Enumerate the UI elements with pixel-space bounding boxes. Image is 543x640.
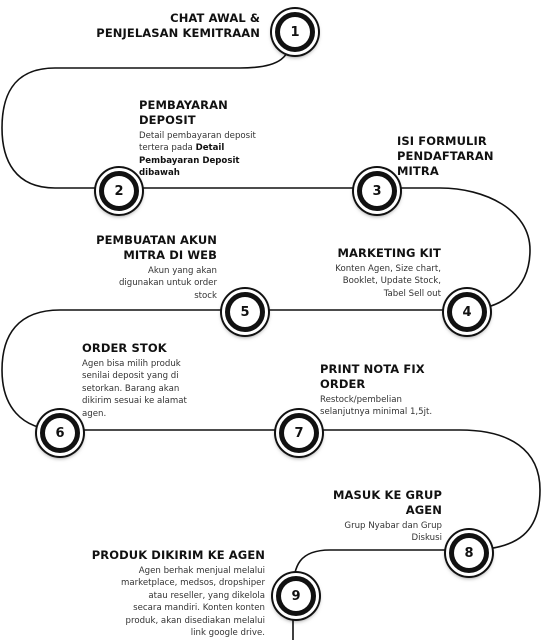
step-7-text [320, 362, 520, 419]
step-4-desc [241, 263, 441, 300]
step-9-title [45, 548, 265, 563]
step-5-title-line: PEMBUATAN AKUN [96, 233, 217, 247]
step-6-title-line: ORDER STOK [82, 341, 167, 355]
step-1-text [40, 11, 260, 41]
step-9-desc-line: secara mandiri. Konten konten [133, 603, 265, 614]
step-9-desc [45, 565, 265, 639]
step-8-desc [242, 520, 442, 545]
step-4-title [241, 246, 441, 261]
step-6-desc-line: Agen bisa milih produk [82, 359, 181, 369]
step-9-desc-line: Agen berhak menjual melalui [138, 566, 265, 576]
step-3-title-line: PENDAFTARAN [397, 149, 494, 163]
step-2-badge [96, 168, 142, 214]
step-6-desc-line: agen. [82, 408, 107, 419]
step-3-title-line: MITRA [397, 164, 439, 178]
step-9-desc-line: produk, akan disediakan melalui [125, 615, 265, 626]
step-8-badge [446, 530, 492, 576]
step-1-title-line: PENJELASAN KEMITRAAN [96, 26, 260, 40]
step-5-desc-line: digunakan untuk order [118, 278, 217, 289]
step-8-number: 8 [454, 538, 484, 568]
step-6-title [82, 341, 262, 356]
step-2-title-line: DEPOSIT [139, 113, 196, 127]
step-5-title [17, 233, 217, 263]
step-8-title-line: AGEN [405, 503, 442, 517]
step-6-badge [37, 410, 83, 456]
step-6-desc-line: dikirim sesuai ke alamat [82, 396, 187, 407]
step-9-desc-line: marketplace, medsos, dropshiper [121, 578, 265, 589]
step-8-desc-line: Grup Nyabar dan Grup [344, 521, 442, 531]
step-4-text [241, 246, 441, 300]
step-4-badge [444, 289, 490, 335]
step-6-desc [82, 358, 262, 420]
step-5-desc-line: stock [194, 290, 217, 301]
step-1-badge [272, 9, 318, 55]
step-2-title-line: PEMBAYARAN [139, 98, 228, 112]
step-7-desc-line: Restock/pembelian [320, 395, 402, 405]
step-8-text [242, 488, 442, 545]
step-3-badge [354, 168, 400, 214]
step-3-text [397, 134, 537, 179]
step-5-title-line: MITRA DI WEB [123, 248, 217, 262]
step-3-title [397, 134, 537, 179]
step-4-title-line: MARKETING KIT [337, 246, 441, 260]
step-9-desc-line: link google drive. [190, 628, 265, 639]
step-5-number: 5 [230, 297, 260, 327]
step-6-desc-line: senilai deposit yang di [82, 371, 179, 382]
step-2-desc-line: dibawah [139, 168, 180, 179]
step-3-title-line: ISI FORMULIR [397, 134, 487, 148]
step-4-desc-line: Konten Agen, Size chart, [335, 264, 441, 274]
step-7-desc-line: selanjutnya minimal 1,5jt. [320, 407, 433, 418]
step-9-desc-line: atau reseller, yang dikelola [148, 590, 265, 601]
step-9-text [45, 548, 265, 639]
step-2-desc-line: Detail pembayaran deposit [139, 131, 256, 141]
step-8-desc-line: Diskusi [411, 533, 442, 544]
step-2-desc-line: tertera pada Detail [139, 143, 225, 154]
step-6-text [82, 341, 262, 420]
step-2-desc [139, 130, 329, 180]
step-4-desc-line: Tabel Sell out [383, 288, 441, 299]
step-9-title-line: PRODUK DIKIRIM KE AGEN [91, 548, 265, 562]
step-4-desc-line: Booklet, Update Stock, [342, 276, 441, 287]
step-7-number: 7 [284, 418, 314, 448]
step-8-title-line: MASUK KE GRUP [332, 488, 442, 502]
step-1-number: 1 [280, 17, 310, 47]
step-9-number: 9 [281, 581, 311, 611]
step-6-desc-line: setorkan. Barang akan [82, 383, 180, 394]
step-4-number: 4 [452, 297, 482, 327]
step-2-desc-line: Pembayaran Deposit [139, 155, 240, 166]
step-9-badge [273, 573, 319, 619]
step-1-title [40, 11, 260, 41]
step-1-title-line: CHAT AWAL & [170, 11, 260, 25]
step-7-title [320, 362, 520, 392]
step-7-badge [276, 410, 322, 456]
step-5-desc [17, 265, 217, 302]
step-7-title-line: PRINT NOTA FIX [320, 362, 425, 376]
step-5-text [17, 233, 217, 302]
step-2-title [139, 98, 329, 128]
step-8-title [242, 488, 442, 518]
step-2-text [139, 98, 329, 180]
step-2-number: 2 [104, 176, 134, 206]
step-3-number: 3 [362, 176, 392, 206]
step-6-number: 6 [45, 418, 75, 448]
step-5-desc-line: Akun yang akan [147, 266, 217, 276]
step-7-title-line: ORDER [320, 377, 366, 391]
step-7-desc [320, 394, 520, 419]
